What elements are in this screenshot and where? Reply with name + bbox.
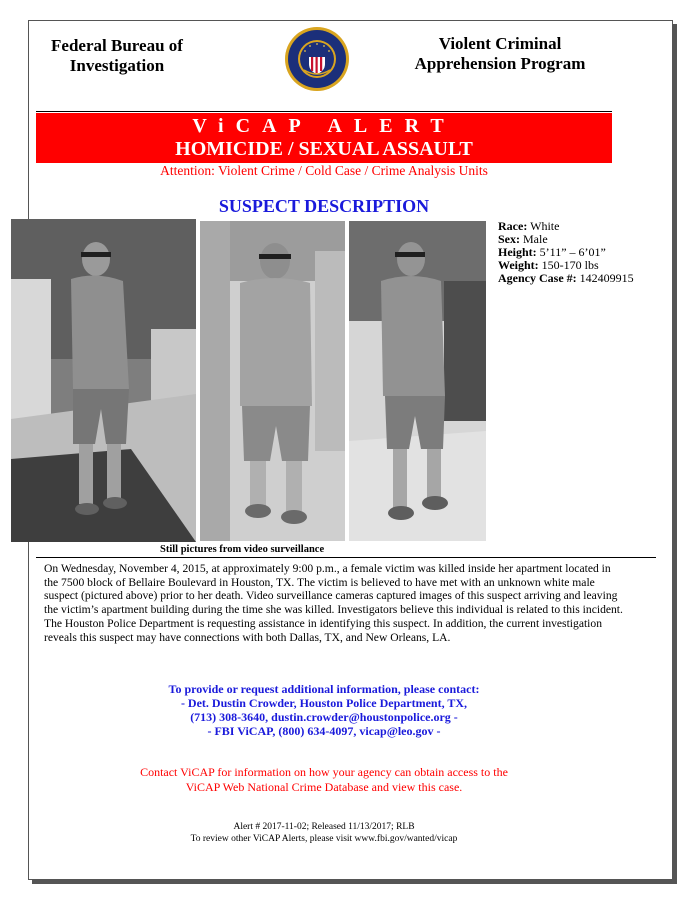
- surveillance-photo-2: [200, 221, 345, 541]
- case-narrative: On Wednesday, November 4, 2015, at approximately 9:00 p.m., a female victim was killed inside her apartment located in the 7500 block of Bellaire Boulevard in Houston, TX. The victim is believed to have met with an unknown white male suspect (pictured above) prior to her death. Video surveillance cameras captured images of this suspect arriving and leaving the victim’s apartment building during the time she was killed. Investigators believe this individual is related to this incident. The Houston Police Department is requesting assistance in identifying this suspect. In addition, the current investigation reveals this suspect may have connections with both Dallas, TX, and New Orleans, LA.: [44, 562, 623, 644]
- database-access-note: Contact ViCAP for information on how your agency can obtain access to the ViCAP Web National Crime Database and view this case.: [140, 765, 508, 794]
- case-row: Agency Case #: 142409915: [498, 271, 634, 285]
- header-divider: [36, 111, 612, 112]
- weight-row: Weight: 150-170 lbs: [498, 258, 599, 272]
- contact-info: To provide or request additional information, please contact: - Det. Dustin Crowder, Houston Police Department, TX, (713) 308-3640, dustin.crowder@houstonpolice.org - - FBI ViCAP, (800) 634-4097, vicap@leo.gov -: [168, 682, 480, 738]
- alert-subtitle: HOMICIDE / SEXUAL ASSAULT: [175, 138, 473, 160]
- suspect-description: [498, 220, 678, 285]
- alert-banner: [36, 113, 612, 163]
- sex-row: Sex: Male: [498, 232, 548, 246]
- program-name: Violent Criminal Apprehension Program: [414, 34, 586, 73]
- alert-title: ViCAP ALERT: [192, 115, 456, 137]
- alert-footer: Alert # 2017-11-02; Released 11/13/2017; RLB To review other ViCAP Alerts, please visit www.fbi.gov/wanted/vicap: [190, 822, 458, 844]
- fbi-seal-icon: [284, 26, 350, 92]
- race-row: Race: White: [498, 219, 560, 233]
- section-title: SUSPECT DESCRIPTION: [218, 196, 430, 216]
- section-divider: [36, 557, 656, 558]
- attention-line: Attention: Violent Crime / Cold Case / Crime Analysis Units: [160, 163, 488, 178]
- agency-name: Federal Bureau of Investigation: [51, 36, 183, 75]
- photos-caption: Still pictures from video surveillance: [160, 544, 325, 555]
- height-row: Height: 5’11” – 6’01”: [498, 245, 606, 259]
- surveillance-photo-1: [11, 219, 196, 542]
- surveillance-photo-3: [349, 221, 486, 541]
